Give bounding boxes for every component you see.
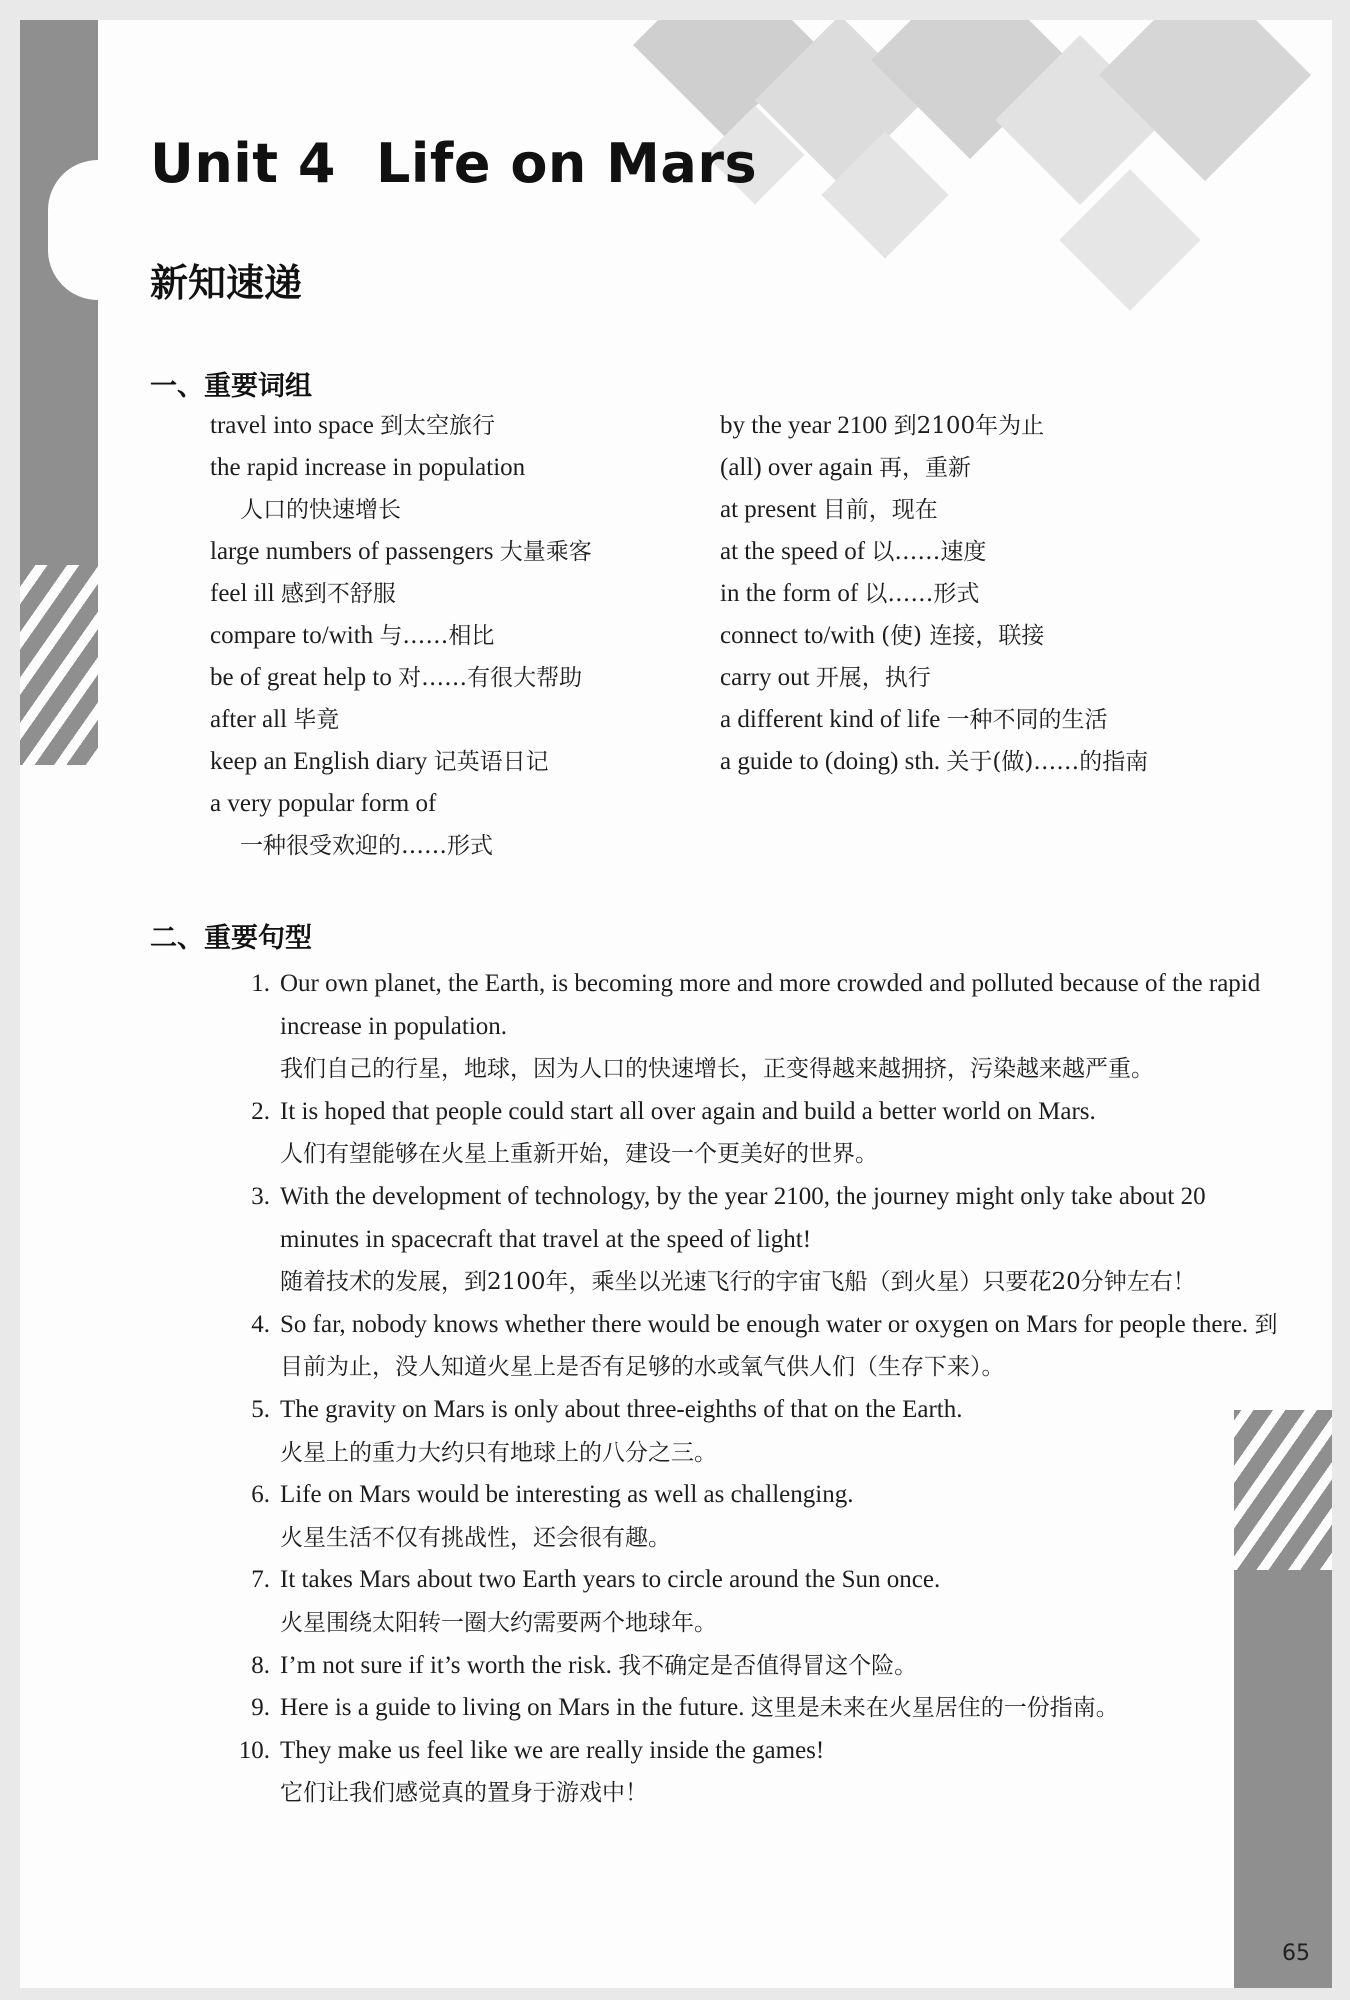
list-item: travel into space 到太空旅行 — [210, 412, 496, 439]
unit-label: Unit 4 — [150, 132, 336, 195]
sentence-item: 5. The gravity on Mars is only about three-eighths of that on the Earth. 火星上的重力大约只有地球上的八分之三。 — [251, 1395, 963, 1466]
list-item: a very popular form of — [210, 790, 437, 817]
sentences-heading: 二、重要句型 — [150, 923, 312, 954]
phrases-list-left — [210, 405, 592, 867]
list-item: at the speed of 以……速度 — [720, 538, 987, 565]
sentence-item: 7. It takes Mars about two Earth years to circle around the Sun once. 火星围绕太阳转一圈大约需要两个地球年。 — [251, 1566, 941, 1636]
list-item: in the form of 以……形式 — [720, 580, 980, 607]
left-band-notch — [48, 160, 148, 300]
list-item: feel ill 感到不舒服 — [210, 580, 396, 607]
sentences-list — [218, 963, 1283, 1815]
sentence-item: 4. So far, nobody knows whether there would be enough water or oxygen on Mars for people there. 到目前为止，没人知道火星上是否有足够的水或氧气供人们（生存下来）。 — [251, 1310, 1278, 1381]
sentence-item: 3. With the development of technology, by the year 2100, the journey might only take about 20 minutes in spacecraft that travel at the speed of light! 随着技术的发展，到2100年，乘坐以光速飞行的宇宙飞船（到火星）只要花20分钟左右！ — [251, 1182, 1206, 1296]
sentence-item: 8. I’m not sure if it’s worth the risk. 我不确定是否值得冒这个险。 — [251, 1651, 918, 1679]
list-item-continuation: 人口的快速增长 — [240, 497, 401, 523]
textbook-page — [20, 20, 1332, 1988]
unit-name: Life on Mars — [376, 132, 758, 195]
list-item: after all 毕竟 — [210, 706, 340, 733]
sentence-item: 9. Here is a guide to living on Mars in the future. 这里是未来在火星居住的一份指南。 — [251, 1694, 1119, 1722]
list-item-continuation: 一种很受欢迎的……形式 — [240, 833, 493, 859]
list-item: (all) over again 再，重新 — [720, 454, 971, 481]
list-item: be of great help to 对……有很大帮助 — [210, 664, 583, 691]
section-title: 新知速递 — [150, 261, 303, 305]
list-item: at present 目前，现在 — [720, 496, 938, 523]
sentence-item: 2. It is hoped that people could start all over again and build a better world on Mars. 人们有望能够在火星上重新开始，建设一个更美好的世界。 — [251, 1097, 1096, 1168]
page-number: 65 — [1282, 1941, 1310, 1966]
list-item: compare to/with 与……相比 — [210, 622, 495, 649]
sentence-item: 10. They make us feel like we are really inside the games! 它们让我们感觉真的置身于游戏中！ — [238, 1736, 825, 1807]
list-item: a different kind of life 一种不同的生活 — [720, 706, 1108, 733]
sentence-item: 1. Our own planet, the Earth, is becoming more and more crowded and polluted because of the rapid increase in population. 我们自己的行星，地球，因为人口的快速增长，正变得越来越拥挤，污染越来越严重。 — [251, 970, 1261, 1083]
list-item: large numbers of passengers 大量乘客 — [210, 538, 592, 565]
sentence-item: 6. Life on Mars would be interesting as well as challenging. 火星生活不仅有挑战性，还会很有趣。 — [251, 1481, 854, 1551]
list-item: connect to/with (使) 连接，联接 — [720, 622, 1045, 649]
phrases-list-right — [720, 405, 1148, 783]
unit-title — [150, 132, 757, 195]
left-diagonal-stripes — [20, 565, 98, 765]
list-item: the rapid increase in population — [210, 454, 526, 481]
list-item: a guide to (doing) sth. 关于(做)……的指南 — [720, 748, 1149, 775]
list-item: carry out 开展，执行 — [720, 664, 931, 691]
list-item: keep an English diary 记英语日记 — [210, 748, 549, 775]
header-diamond-pattern — [1099, 20, 1311, 181]
phrases-heading: 一、重要词组 — [150, 371, 312, 402]
list-item: by the year 2100 到2100年为止 — [720, 412, 1045, 439]
